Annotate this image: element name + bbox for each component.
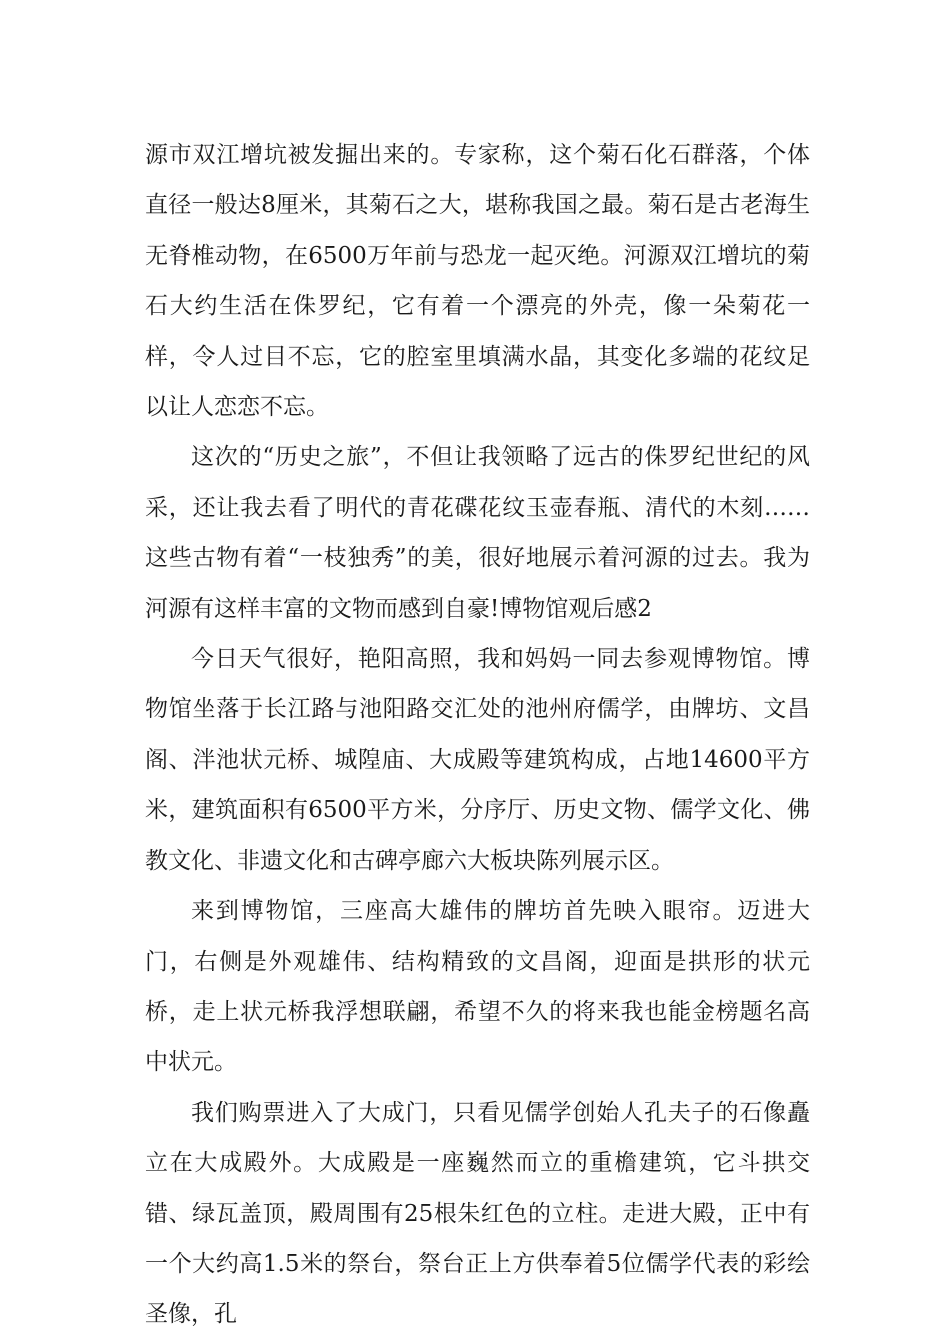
- paragraph-4: 来到博物馆，三座高大雄伟的牌坊首先映入眼帘。迈进大门，右侧是外观雄伟、结构精致的文昌阁，迎面是拱形的状元桥，走上状元桥我浮想联翩，希望不久的将来我也能金榜题名高中状元。: [145, 898, 810, 1076]
- document-body: [145, 130, 810, 1340]
- paragraph-2: 这次的“历史之旅”，不但让我领略了远古的侏罗纪世纪的风采，还让我去看了明代的青花碟花纹玉壶春瓶、清代的木刻……这些古物有着“一枝独秀”的美，很好地展示着河源的过去。我为河源有这样丰富的文物而感到自豪!博物馆观后感2: [145, 444, 810, 622]
- paragraph-5: 我们购票进入了大成门，只看见儒学创始人孔夫子的石像矗立在大成殿外。大成殿是一座巍然而立的重檐建筑，它斗拱交错、绿瓦盖顶，殿周围有25根朱红色的立柱。走进大殿，正中有一个大约高1.5米的祭台，祭台正上方供奉着5位儒学代表的彩绘圣像，孔: [145, 1099, 810, 1328]
- paragraph-3: 今日天气很好，艳阳高照，我和妈妈一同去参观博物馆。博物馆坐落于长江路与池阳路交汇处的池州府儒学，由牌坊、文昌阁、泮池状元桥、城隍庙、大成殿等建筑构成，占地14600平方米，建筑面积有6500平方米，分序厅、历史文物、儒学文化、佛教文化、非遗文化和古碑亭廊六大板块陈列展示区。: [145, 646, 810, 874]
- paragraph-1: 源市双江增坑被发掘出来的。专家称，这个菊石化石群落，个体直径一般达8厘米，其菊石之大，堪称我国之最。菊石是古老海生无脊椎动物，在6500万年前与恐龙一起灭绝。河源双江增坑的菊石大约生活在侏罗纪，它有着一个漂亮的外壳，像一朵菊花一样，令人过目不忘，它的腔室里填满水晶，其变化多端的花纹足以让人恋恋不忘。: [145, 142, 810, 421]
